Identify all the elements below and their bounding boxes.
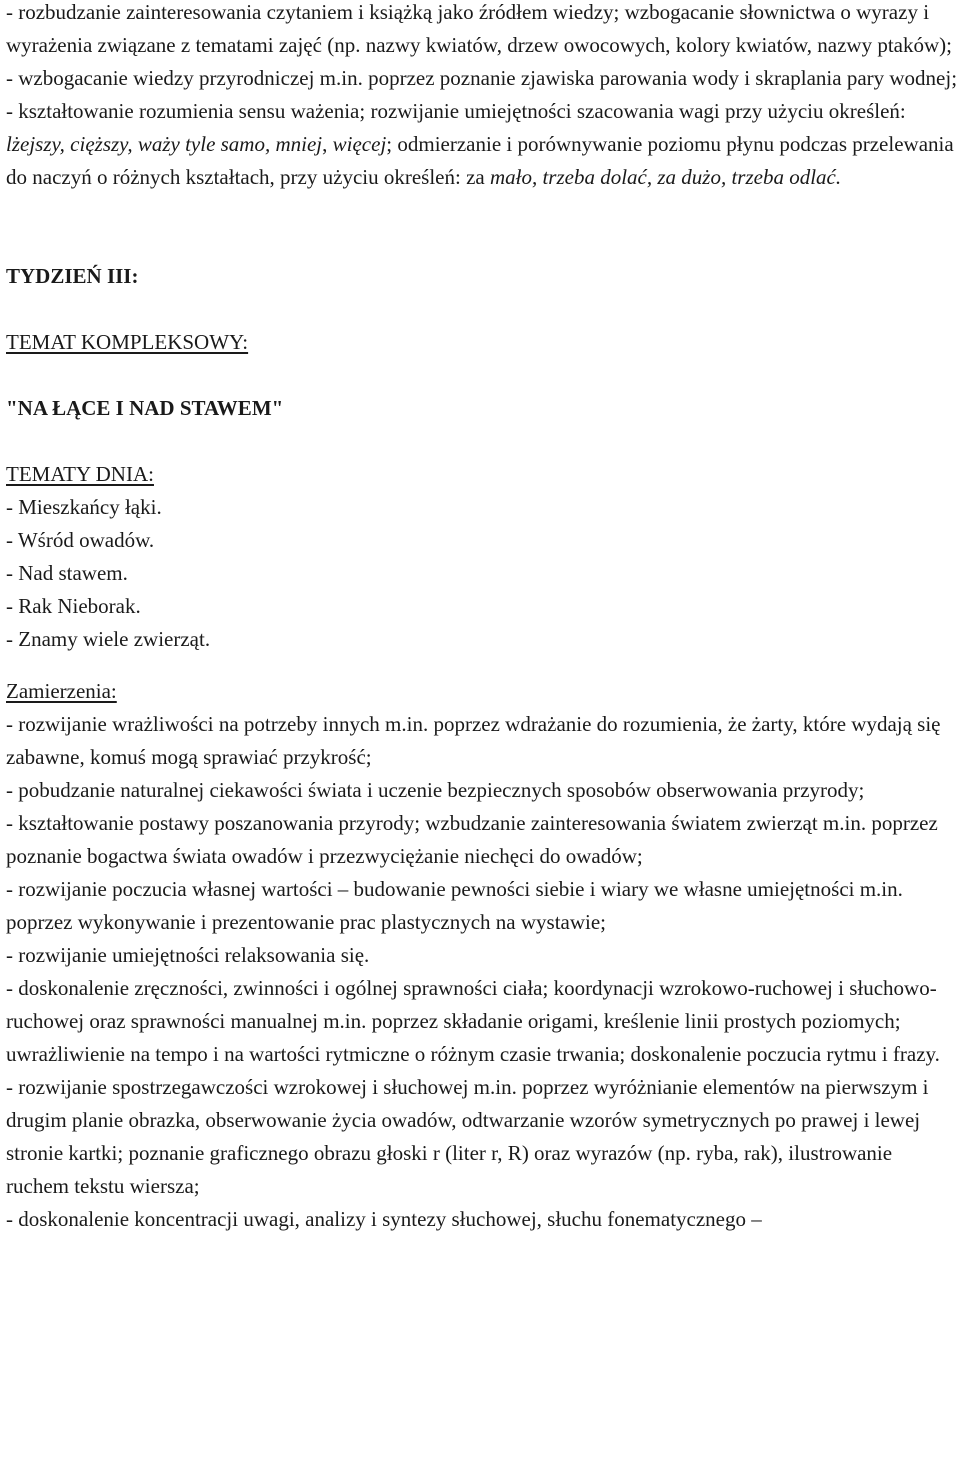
intro-text: ; odmierzanie i porównywanie poziomu płynu podczas przelewania do naczyń o różnych kształtach, przy użyciu określeń: za <box>6 132 954 189</box>
theme-label: TEMAT KOMPLEKSOWY: <box>6 330 249 354</box>
goal-item: - rozwijanie umiejętności relaksowania się. <box>6 943 370 967</box>
spacer <box>6 194 958 260</box>
goals-label: Zamierzenia: <box>6 679 117 703</box>
theme-name: "NA ŁĄCE I NAD STAWEM" <box>6 396 284 420</box>
topics-label: TEMATY DNIA: <box>6 462 154 486</box>
week-title: TYDZIEŃ III: <box>6 264 139 288</box>
topic-item: - Mieszkańcy łąki. <box>6 495 162 519</box>
intro-text: - kształtowanie rozumienia sensu ważenia; rozwijanie umiejętności szacowania wagi przy użyciu określeń: <box>6 99 906 123</box>
intro-italic-terms: mało, trzeba dolać, za dużo, trzeba odlać. <box>489 165 842 189</box>
document-page <box>6 0 958 1236</box>
goal-item: - rozwijanie spostrzegawczości wzrokowej i słuchowej m.in. poprzez wyróżnianie elementów na pierwszym i drugim planie obrazka, obserwowanie życia owadów, odtwarzanie wzorów symetrycznych po prawej i lewej stronie kartki; poznanie graficznego obrazu głoski r (liter r, R) oraz wyrazów (np. ryba, rak), ilustrowanie ruchem tekstu wiersza; <box>6 1075 929 1198</box>
goals-list <box>6 708 958 1236</box>
topic-item: - Nad stawem. <box>6 561 128 585</box>
intro-italic-terms: więcej <box>332 132 387 156</box>
topics-list <box>6 491 958 656</box>
goal-item: - doskonalenie koncentracji uwagi, analizy i syntezy słuchowej, słuchu fonematycznego – <box>6 1207 762 1231</box>
topic-item: - Znamy wiele zwierząt. <box>6 627 211 651</box>
intro-text: , <box>322 132 333 156</box>
intro-italic-terms: lżejszy, cięższy, waży tyle samo, mniej <box>6 132 323 156</box>
goal-item: - doskonalenie zręczności, zwinności i ogólnej sprawności ciała; koordynacji wzrokowo-ruchowej i słuchowo-ruchowej oraz sprawności manualnej m.in. poprzez składanie origami, kreślenie linii prostych poziomych; uwrażliwienie na tempo i na wartości rytmiczne o różnym czasie trwania; doskonalenie poczucia rytmu i frazy. <box>6 976 940 1066</box>
intro-paragraph-3 <box>6 95 958 194</box>
goal-item: - pobudzanie naturalnej ciekawości świata i uczenie bezpiecznych sposobów obserwowania przyrody; <box>6 778 865 802</box>
goal-item: - rozwijanie wrażliwości na potrzeby innych m.in. poprzez wdrażanie do rozumienia, że żarty, które wydają się zabawne, komuś mogą sprawiać przykrość; <box>6 712 941 769</box>
topic-item: - Rak Nieborak. <box>6 594 141 618</box>
intro-paragraph-1: - rozbudzanie zainteresowania czytaniem i książką jako źródłem wiedzy; wzbogacanie słownictwa o wyrazy i wyrażenia związane z tematami zajęć (np. nazwy kwiatów, drzew owocowych, kolory kwiatów, nazwy ptaków); <box>6 0 952 57</box>
goal-item: - rozwijanie poczucia własnej wartości – budowanie pewności siebie i wiary we własne umiejętności m.in. poprzez wykonywanie i prezentowanie prac plastycznych na wystawie; <box>6 877 903 934</box>
intro-paragraph-2: - wzbogacanie wiedzy przyrodniczej m.in. poprzez poznanie zjawiska parowania wody i skraplania pary wodnej; <box>6 66 958 90</box>
topic-item: - Wśród owadów. <box>6 528 155 552</box>
goal-item: - kształtowanie postawy poszanowania przyrody; wzbudzanie zainteresowania światem zwierząt m.in. poprzez poznanie bogactwa świata owadów i przezwyciężanie niechęci do owadów; <box>6 811 938 868</box>
